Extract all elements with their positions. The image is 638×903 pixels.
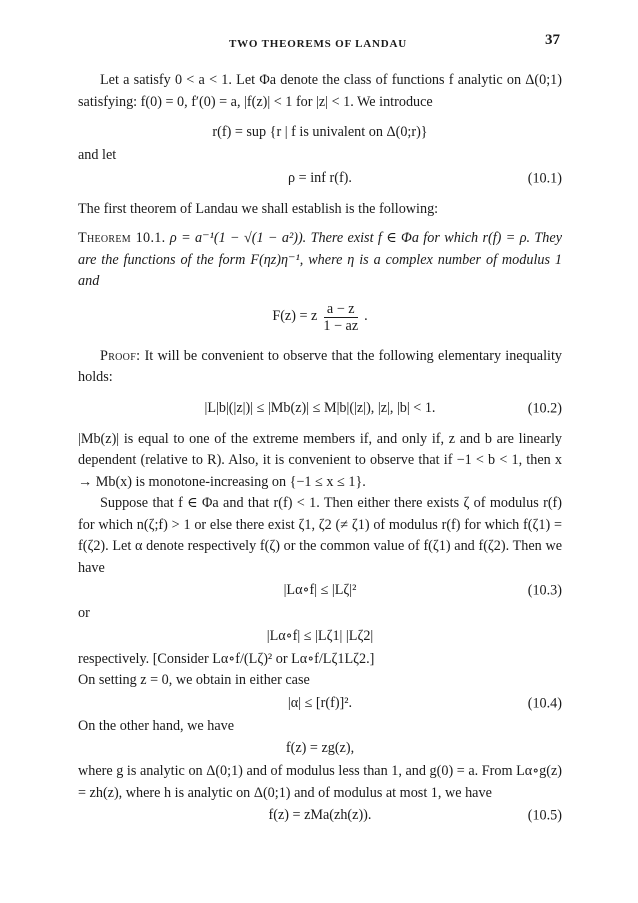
proof-label: Proof: — [100, 347, 141, 364]
equation-text: f(z) = zg(z), — [285, 740, 355, 757]
paragraph-or: or — [78, 605, 90, 621]
fraction-numerator: a − z — [324, 301, 358, 318]
proof-paragraph — [78, 346, 562, 389]
paragraph-on-setting: On setting z = 0, we obtain in either case — [78, 672, 310, 688]
paragraph-other-hand: On the other hand, we have — [78, 717, 235, 734]
paragraph-intro: Let a satisfy 0 < a < 1. Let Φa denote the class of functions f analytic on Δ(0;1) satisfying: f(0) = 0, f′(0) = a, |f(z)| < 1 for |z| < 1. We introduce — [78, 72, 562, 110]
paragraph-where-g: where g is analytic on Δ(0;1) and of modulus less than 1, and g(0) = a. From Lα∘g(z) = zh(z), where h is analytic on Δ(0;1) and of modulus at most 1, we have — [78, 763, 562, 801]
paragraph-respectively: respectively. [Consider Lα∘f/(Lζ)² or Lα∘f/Lζ1Lζ2.] — [78, 650, 375, 667]
page-number: 37 — [545, 32, 560, 48]
running-header: TWO THEOREMS OF LANDAU — [228, 38, 408, 50]
equation-number: (10.2) — [527, 399, 562, 416]
paragraph-and-let: and let — [78, 147, 117, 163]
fraction-denominator: 1 − az — [323, 317, 359, 334]
equation-number: (10.5) — [527, 807, 562, 824]
theorem-label: Theorem 10.1. — [78, 230, 166, 246]
equation-r-of-f — [78, 121, 562, 145]
equation-text: |L|b|(|z|)| ≤ |Mb(z)| ≤ M|b|(|z|), |z|, |b| < 1. — [204, 399, 436, 416]
proof-text: It will be convenient to observe that the following elementary inequality holds: — [78, 347, 563, 385]
paragraph-extreme-members: |Mb(z)| is equal to one of the extreme members if, and only if, z and b are linearly dependent (relative to R). Also, it is convenient to observe that if −1 < b < 1, then x → Mb(x) is monotone-increasing on {−1 ≤ x ≤ 1}. — [78, 430, 562, 490]
paragraph-first-theorem: The first theorem of Landau we shall establish is the following: — [78, 200, 439, 217]
equation-number: (10.3) — [527, 582, 562, 599]
fraction — [320, 301, 361, 334]
equation-10-3 — [78, 579, 562, 603]
equation-fz — [78, 737, 562, 761]
equation-text: ρ = inf r(f). — [288, 169, 352, 186]
equation-text: f(z) = zMa(zh(z)). — [268, 807, 372, 824]
paragraph-suppose: Suppose that f ∈ Φa and that r(f) < 1. Then either there exists ζ of modulus r(f) for which n(ζ;f) > 1 or else there exist ζ1, ζ2 (≠ ζ1) of modulus r(f) for which f(ζ1) = f(ζ2). Let α denote respectively f(ζ) or the common value of f(ζ1) and f(ζ2). Then we have — [78, 495, 562, 576]
equation-10-2 — [78, 397, 562, 421]
equation-text: |Lα∘f| ≤ |Lζ|² — [283, 582, 357, 599]
equation-F — [78, 301, 562, 334]
page-body — [78, 70, 562, 828]
equation-text: r(f) = sup {r | f is univalent on Δ(0;r)} — [212, 124, 428, 141]
equation-tail: . — [364, 308, 368, 325]
equation-text: |Lα∘f| ≤ |Lζ1| |Lζ2| — [266, 627, 374, 644]
equation-10-5 — [78, 804, 562, 828]
equation-10-3b — [78, 625, 562, 649]
equation-10-4 — [78, 692, 562, 716]
equation-text: |α| ≤ [r(f)]². — [287, 694, 353, 711]
theorem-10-1 — [78, 228, 562, 293]
equation-lhs: F(z) = z — [272, 308, 318, 325]
equation-number: (10.1) — [527, 169, 562, 186]
equation-10-1 — [78, 167, 562, 191]
equation-number: (10.4) — [527, 694, 562, 711]
theorem-statement: ρ = a⁻¹(1 − √(1 − a²)). There exist f ∈ Φa for which r(f) = ρ. They are the functions of the form F(ηz)η⁻¹, where η is a complex number of modulus 1 and — [78, 230, 562, 289]
